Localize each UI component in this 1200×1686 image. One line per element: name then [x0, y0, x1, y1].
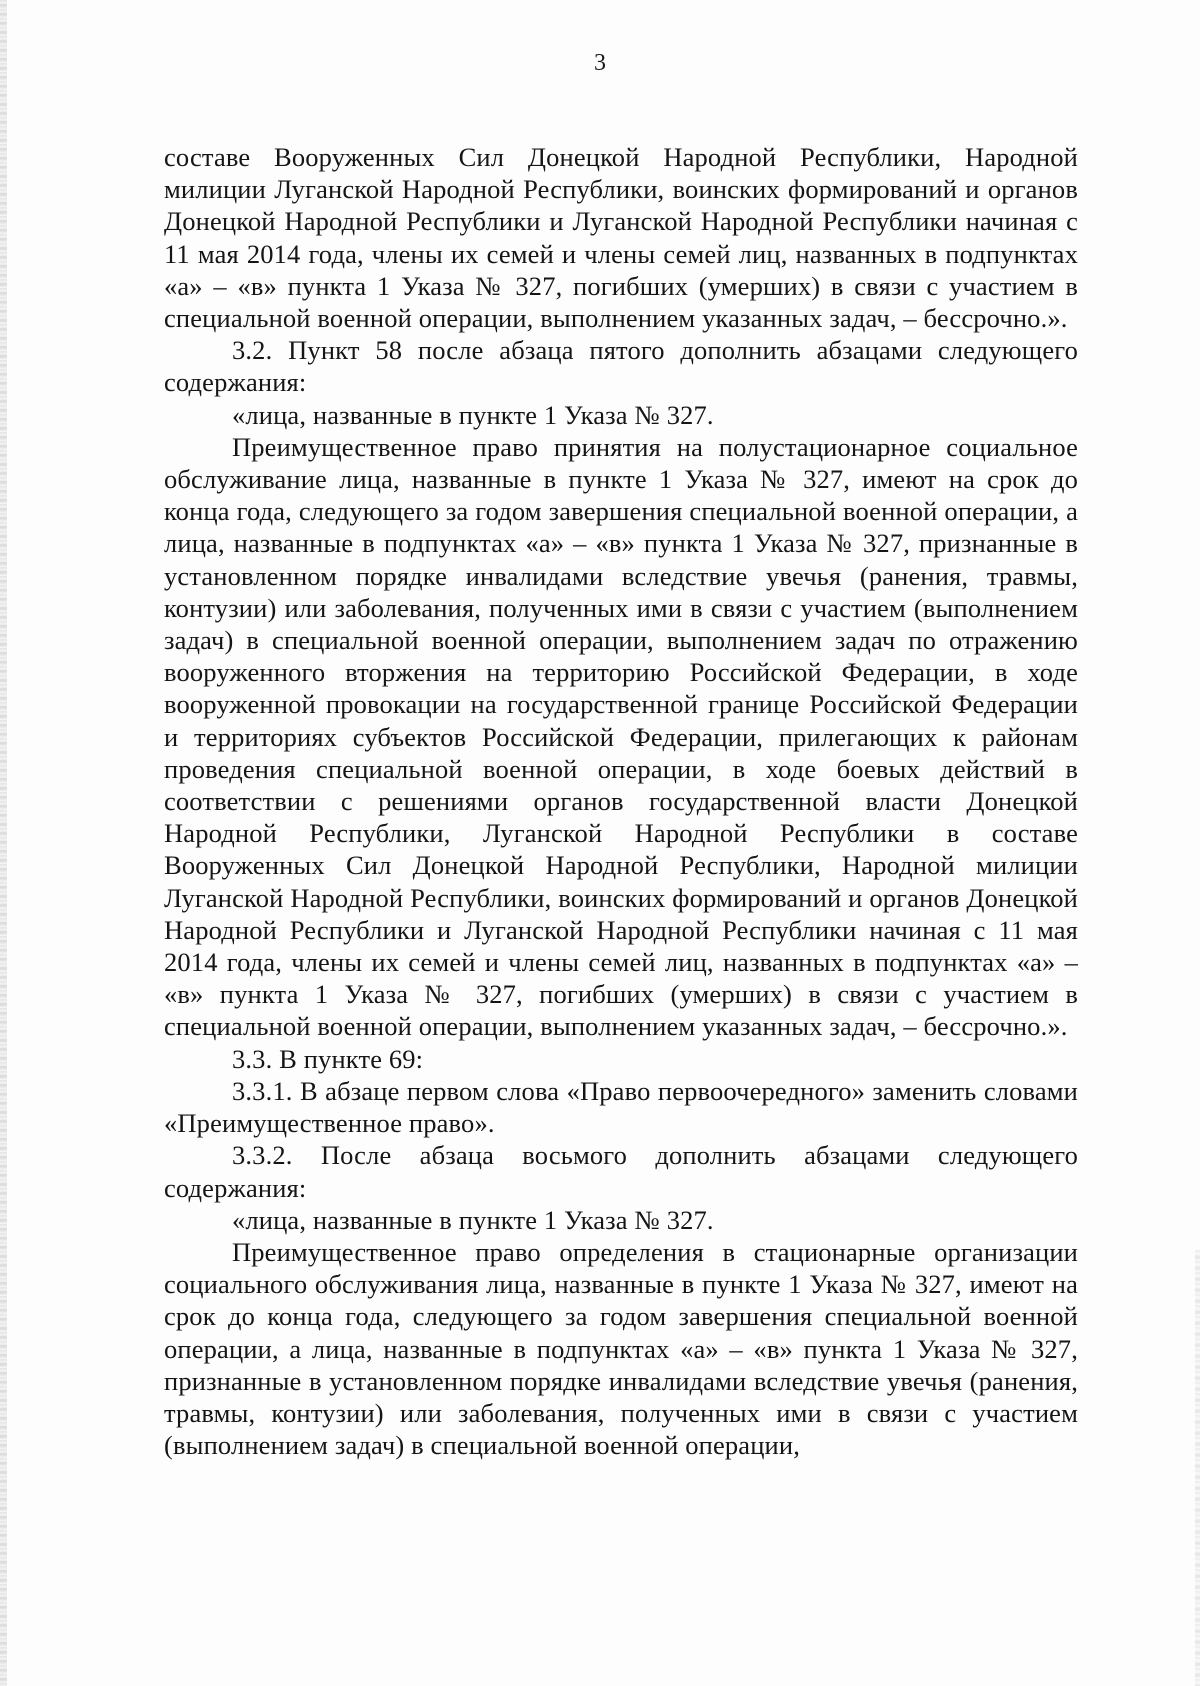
paragraph-quote-start-2: «лица, названные в пункте 1 Указа № 327.: [232, 1204, 714, 1235]
scan-edge-left: [0, 0, 7, 1686]
scan-edge-right: [1195, 1250, 1200, 1686]
paragraph-item-3-3-1: 3.3.1. В абзаце первом слова «Право первоочередного» заменить словами «Преимущественное право».: [164, 1075, 1078, 1139]
paragraph-item-3-3: 3.3. В пункте 69:: [232, 1043, 424, 1074]
paragraph-quote-start: «лица, названные в пункте 1 Указа № 327.: [232, 399, 714, 430]
paragraph-semi-stationary-right: Преимущественное право принятия на полустационарное социальное обслуживание лица, названные в пункте 1 Указа № 327, имеют на срок до конца года, следующего за годом завершения специальной военной операции, а лица, названные в подпунктах «а» – «в» пункта 1 Указа № 327, признанные в установленном порядке инвалидами вследствие увечья (ранения, травмы, контузии) или заболевания, полученных ими в связи с участием (выполнением задач) в специальной военной операции, выполнением задач по отражению вооруженного вторжения на территорию Российской Федерации, в ходе вооруженной провокации на государственной границе Российской Федерации и территориях субъектов Российской Федерации, прилегающих к районам проведения специальной военной операции, в ходе боевых действий в соответствии с решениями органов государственной власти Донецкой Народной Республики, Луганской Народной Республики в составе Вооруженных Сил Донецкой Народной Республики, Народной милиции Луганской Народной Республики, воинских формирований и органов Донецкой Народной Республики и Луганской Народной Республики начиная с 11 мая 2014 года, члены их семей и члены семей лиц, названных в подпунктах «а» – «в» пункта 1 Указа № 327, погибших (умерших) в связи с участием в специальной военной операции, выполнением указанных задач, – бессрочно.».: [164, 431, 1078, 1042]
paragraph-item-3-2: 3.2. Пункт 58 после абзаца пятого дополнить абзацами следующего содержания:: [164, 335, 1078, 398]
document-body: [164, 141, 1078, 1461]
paragraph-item-3-3-2: 3.3.2. После абзаца восьмого дополнить абзацами следующего содержания:: [164, 1140, 1078, 1203]
page-number: 3: [594, 50, 606, 76]
paragraph-continuation: составе Вооруженных Сил Донецкой Народной Республики, Народной милиции Луганской Народной Республики, воинских формирований и органов Донецкой Народной Республики и Луганской Народной Республики начиная с 11 мая 2014 года, члены их семей и члены семей лиц, названных в подпунктах «а» – «в» пункта 1 Указа № 327, погибших (умерших) в связи с участием в специальной военной операции, выполнением указанных задач, – бессрочно.».: [164, 142, 1078, 334]
paragraph-stationary-right: Преимущественное право определения в стационарные организации социального обслуживания лица, названные в пункте 1 Указа № 327, имеют на срок до конца года, следующего за годом завершения специальной военной операции, а лица, названные в подпунктах «а» – «в» пункта 1 Указа № 327, признанные в установленном порядке инвалидами вследствие увечья (ранения, травмы, контузии) или заболевания, полученных ими в связи с участием (выполнением задач) в специальной военной операции,: [164, 1236, 1078, 1461]
